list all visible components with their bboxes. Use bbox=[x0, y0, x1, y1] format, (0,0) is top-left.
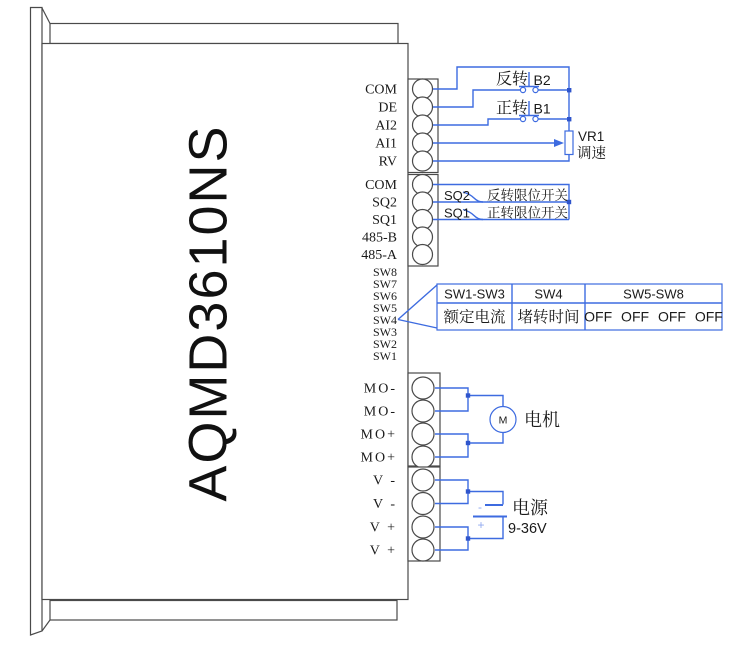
b2-contact bbox=[520, 87, 525, 92]
b1-contact bbox=[533, 116, 538, 121]
heatsink-top-chamfer bbox=[42, 8, 50, 24]
dip-table-cell-current: 额定电流 bbox=[443, 309, 506, 326]
terminal-label-sq1: SQ1 bbox=[372, 213, 397, 228]
terminal bbox=[412, 469, 434, 491]
terminal bbox=[412, 400, 434, 422]
terminal-label-485a: 485-A bbox=[361, 248, 397, 263]
forward-button-label: 正转 bbox=[496, 100, 529, 117]
motor-symbol-letter: M bbox=[498, 414, 508, 427]
heatsink-bottom-chamfer bbox=[42, 620, 50, 631]
terminal-label-sq2: SQ2 bbox=[372, 195, 397, 211]
terminal-label-mo-plus-1: MO+ bbox=[360, 427, 397, 443]
terminal-label-mo-plus-2: MO+ bbox=[360, 450, 397, 466]
terminal-label-mo-minus-2: MO- bbox=[363, 404, 397, 420]
terminal-label-v-minus-1: V - bbox=[372, 473, 397, 489]
terminal-label-ai1: AI1 bbox=[375, 136, 397, 152]
junction-dot bbox=[466, 489, 470, 493]
power-label: 电源 bbox=[512, 498, 548, 518]
terminal-label-mo-minus-1: MO- bbox=[363, 381, 397, 397]
b1-contact bbox=[520, 116, 525, 121]
motor-label: 电机 bbox=[524, 410, 560, 430]
wiper-arrow bbox=[554, 139, 564, 147]
terminal-label-rv: RV bbox=[378, 154, 397, 170]
terminal-label-de: DE bbox=[378, 100, 397, 116]
terminal-label-v-plus-2: V + bbox=[369, 543, 397, 559]
pot-ref: VR1 bbox=[578, 129, 605, 144]
module-name: AQMD3610NS bbox=[178, 124, 239, 502]
potentiometer-vr1 bbox=[565, 131, 573, 155]
junction-dot bbox=[567, 117, 571, 121]
terminal bbox=[413, 151, 433, 171]
terminal-label-ai2: AI2 bbox=[375, 118, 397, 134]
sq2-ref: SQ2 bbox=[444, 188, 471, 203]
sq1-ref: SQ1 bbox=[444, 205, 471, 221]
wire-ai2-to-b1 bbox=[433, 119, 521, 125]
wire-to-motor-top bbox=[468, 396, 503, 407]
terminal bbox=[413, 115, 433, 135]
reverse-button-label: 反转 bbox=[496, 71, 529, 88]
sq2-label: 反转限位开关 bbox=[487, 188, 568, 203]
junction-dot bbox=[567, 88, 571, 92]
terminal bbox=[413, 133, 433, 153]
wire-to-motor-bottom bbox=[468, 433, 503, 444]
terminal-label-com2: COM bbox=[365, 178, 397, 193]
dip-label-sw2: SW2 bbox=[373, 337, 397, 351]
heatsink-top-bar bbox=[50, 24, 398, 44]
terminal bbox=[412, 423, 434, 445]
heatsink-left-plate bbox=[31, 8, 43, 636]
sq1-label: 正转限位开关 bbox=[487, 205, 568, 221]
terminal bbox=[412, 446, 434, 468]
terminal-label-com: COM bbox=[365, 82, 397, 98]
b2-contact bbox=[533, 87, 538, 92]
forward-button-ref: B1 bbox=[533, 100, 551, 117]
battery-symbol bbox=[473, 500, 507, 532]
wire-rv-to-pot bbox=[433, 155, 569, 162]
dip-label-sw6: SW6 bbox=[373, 289, 397, 303]
dip-table bbox=[437, 284, 723, 330]
terminal bbox=[412, 539, 434, 561]
terminal bbox=[412, 516, 434, 538]
dip-label-sw8: SW8 bbox=[373, 265, 397, 279]
battery-plus-sign: + bbox=[477, 518, 485, 532]
dip-table-header-1: SW1-SW3 bbox=[444, 286, 505, 302]
dip-label-sw5: SW5 bbox=[373, 301, 397, 315]
pot-label: 调速 bbox=[577, 146, 606, 162]
terminal bbox=[413, 245, 433, 265]
dip-table-header-3: SW5-SW8 bbox=[623, 286, 684, 302]
terminal-label-485b: 485-B bbox=[362, 230, 397, 246]
power-voltage: 9-36V bbox=[508, 521, 547, 537]
terminal bbox=[413, 79, 433, 99]
reverse-button-ref: B2 bbox=[533, 72, 551, 88]
dip-table-cell-stall: 堵转时间 bbox=[517, 309, 580, 326]
junction-dot bbox=[466, 393, 470, 397]
dip-label-sw1: SW1 bbox=[373, 349, 397, 363]
dip-label-sw4: SW4 bbox=[373, 313, 397, 327]
dip-label-sw3: SW3 bbox=[373, 325, 397, 339]
wire-to-battery-pos bbox=[468, 517, 503, 539]
terminal-label-v-minus-2: V - bbox=[372, 497, 397, 512]
junction-dot bbox=[466, 441, 470, 445]
terminal-label-v-plus-1: V + bbox=[369, 520, 397, 536]
dip-table-header-2: SW4 bbox=[534, 286, 563, 302]
battery-minus-sign: - bbox=[478, 500, 482, 514]
heatsink-bottom-bar bbox=[50, 601, 397, 621]
junction-dot bbox=[466, 536, 470, 540]
wire-to-battery-neg bbox=[468, 492, 503, 505]
dip-label-sw7: SW7 bbox=[373, 277, 397, 291]
dip-table-cell-off: OFF OFF OFF OFF bbox=[584, 308, 723, 325]
terminal bbox=[413, 97, 433, 117]
terminal bbox=[412, 493, 434, 515]
terminal bbox=[412, 377, 434, 399]
